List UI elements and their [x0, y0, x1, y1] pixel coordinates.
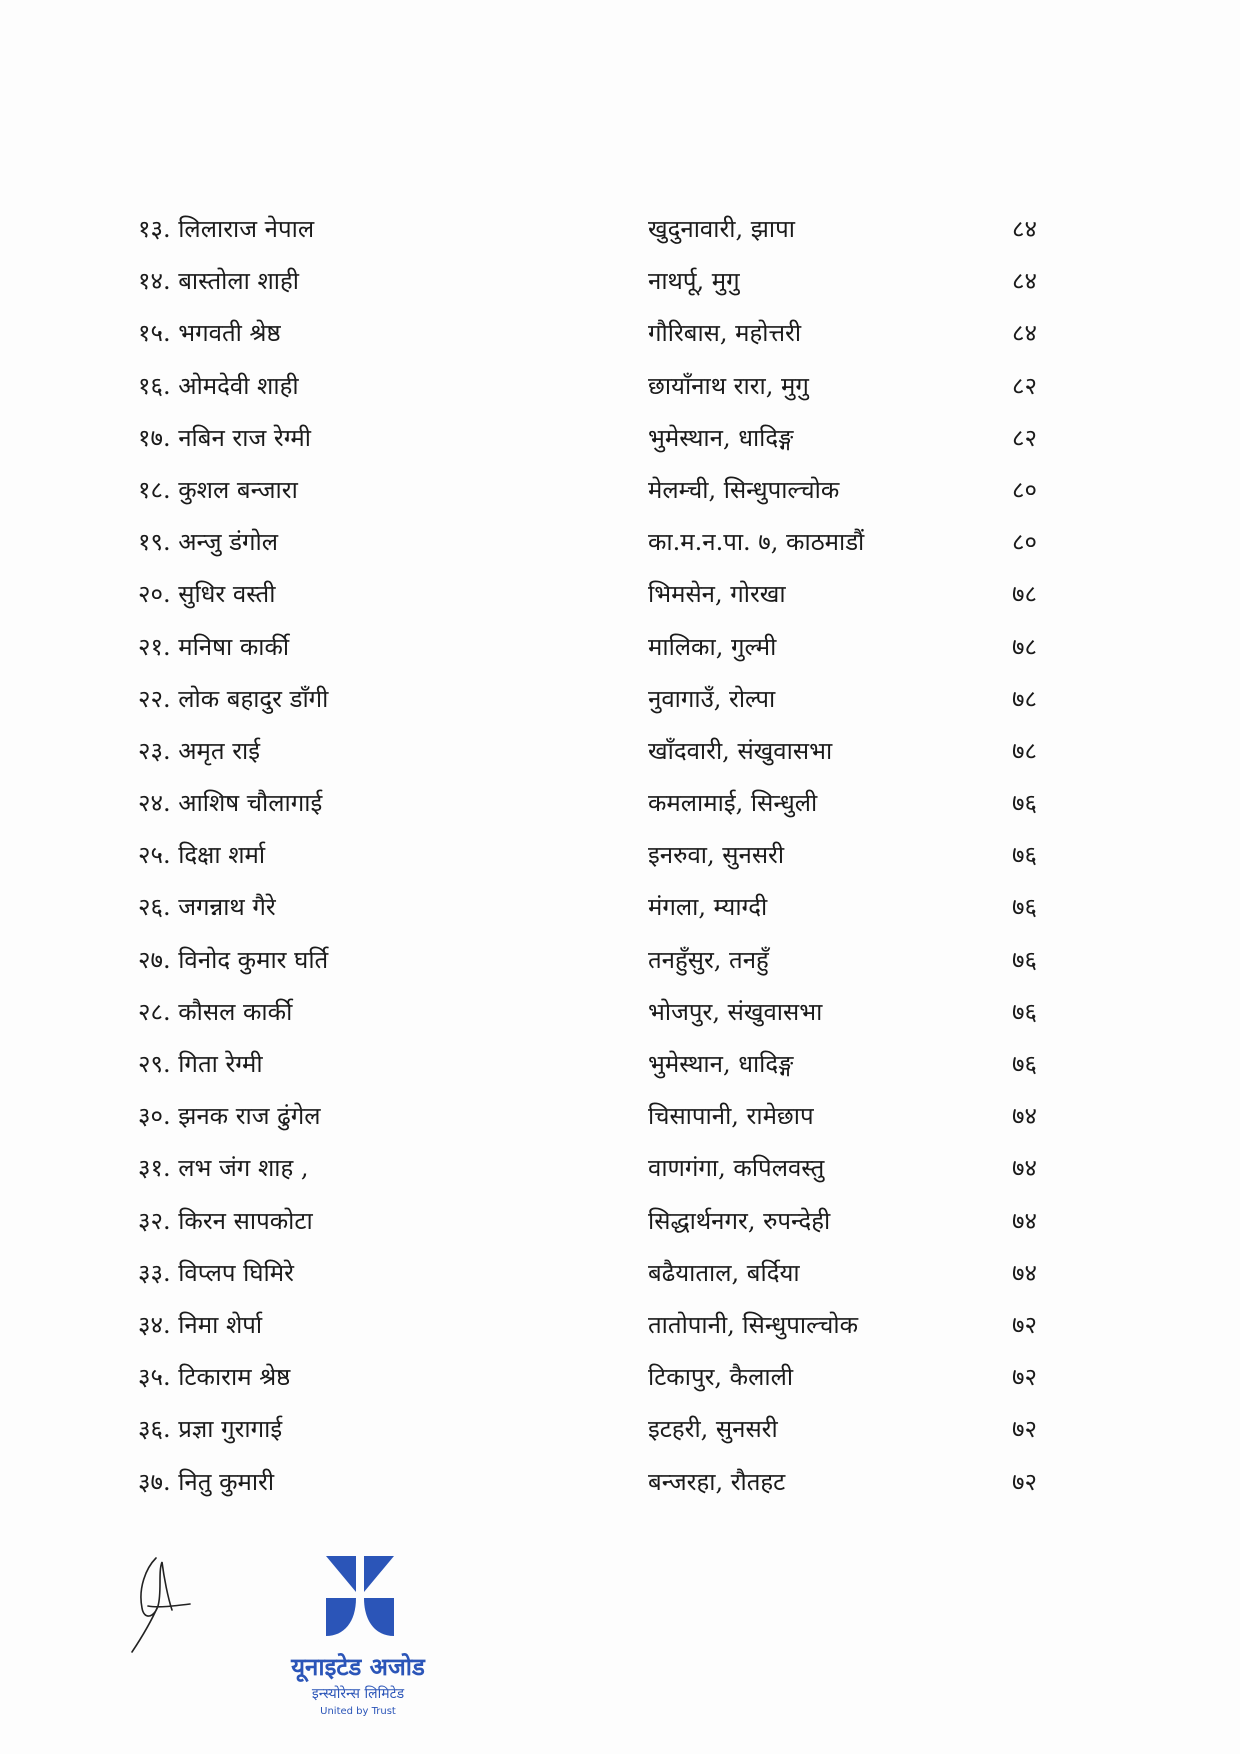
candidate-address: मंगला, म्याग्दी	[648, 893, 768, 922]
candidate-score: ७६	[1012, 789, 1037, 818]
candidate-address: मालिका, गुल्मी	[648, 632, 777, 661]
list-item	[0, 423, 1240, 475]
list-item	[0, 266, 1240, 318]
candidate-name: १३. लिलाराज नेपाल	[138, 215, 315, 243]
list-item	[0, 475, 1240, 527]
candidate-score: ७४	[1012, 1102, 1037, 1131]
candidate-name: २५. दिक्षा शर्मा	[138, 841, 266, 870]
candidate-score: ७४	[1012, 1154, 1037, 1183]
list-item	[0, 1258, 1240, 1310]
candidate-address: तनहुँसुर, तनहुँ	[648, 945, 769, 974]
list-item	[0, 736, 1240, 788]
candidate-score: ८४	[1012, 267, 1037, 296]
candidate-name: ३०. झनक राज ढुंगेल	[138, 1102, 321, 1131]
candidate-score: ७२	[1012, 1415, 1037, 1444]
list-item	[0, 632, 1240, 684]
candidate-score: ७४	[1012, 1206, 1037, 1235]
candidate-name: २७. विनोद कुमार घर्ति	[138, 945, 329, 974]
candidate-score: ७२	[1012, 1363, 1037, 1392]
candidate-name: १८. कुशल बन्जारा	[138, 475, 298, 504]
candidate-name: ३५. टिकाराम श्रेष्ठ	[138, 1363, 291, 1392]
candidate-address: भोजपुर, संखुवासभा	[648, 997, 823, 1026]
candidate-name: १५. भगवती श्रेष्ठ	[138, 319, 281, 348]
candidate-score: ७२	[1012, 1467, 1037, 1496]
candidate-address: टिकापुर, कैलाली	[648, 1363, 794, 1392]
handwritten-signature	[128, 1548, 198, 1658]
candidate-address: नाथर्पू, मुगु	[648, 267, 740, 296]
list-item	[0, 892, 1240, 944]
list-item	[0, 997, 1240, 1049]
candidate-name: १४. बास्तोला शाही	[138, 267, 299, 296]
candidate-score: ७८	[1012, 632, 1037, 661]
candidate-address: खुदुनावारी, झापा	[648, 215, 795, 243]
candidate-address: खाँदवारी, संखुवासभा	[648, 736, 833, 765]
candidate-score: ८४	[1012, 319, 1037, 348]
logo-subtitle: इन्स्योरेन्स लिमिटेड	[311, 1686, 405, 1702]
candidate-score: ८४	[1012, 215, 1037, 243]
candidate-address: इटहरी, सुनसरी	[648, 1415, 778, 1444]
candidate-name: ३६. प्रज्ञा गुरागाई	[138, 1415, 283, 1444]
candidate-name: २१. मनिषा कार्की	[138, 632, 290, 661]
list-item	[0, 788, 1240, 840]
candidate-address: चिसापानी, रामेछाप	[648, 1102, 814, 1131]
candidate-address: का.म.न.पा. ७, काठमाडौं	[648, 528, 865, 557]
list-item	[0, 318, 1240, 370]
logo-tagline: United by Trust	[320, 1706, 396, 1717]
candidate-score: ७८	[1012, 580, 1037, 609]
list-item	[0, 945, 1240, 997]
candidate-score: ८०	[1012, 528, 1037, 557]
candidate-address: भुमेस्थान, धादिङ्ग	[648, 1050, 794, 1078]
candidate-address: सिद्धार्थनगर, रुपन्देही	[648, 1206, 831, 1235]
list-item	[0, 1153, 1240, 1205]
list-item	[0, 840, 1240, 892]
list-item	[0, 371, 1240, 423]
candidate-name: २४. आशिष चौलागाई	[138, 789, 323, 818]
candidate-name: १९. अन्जु डंगोल	[138, 528, 278, 557]
candidate-name: २९. गिता रेग्मी	[138, 1050, 263, 1078]
candidate-score: ८०	[1012, 475, 1037, 504]
candidate-score: ७६	[1012, 997, 1037, 1026]
list-item	[0, 1049, 1240, 1101]
list-item	[0, 579, 1240, 631]
list-item	[0, 1467, 1240, 1519]
candidate-score: ७८	[1012, 736, 1037, 765]
candidate-address: कमलामाई, सिन्धुली	[648, 789, 818, 818]
candidate-name: ३३. विप्लप घिमिरे	[138, 1258, 294, 1287]
candidate-address: बढैयाताल, बर्दिया	[648, 1258, 800, 1287]
candidate-address: तातोपानी, सिन्धुपाल्चोक	[648, 1310, 859, 1339]
list-item	[0, 1101, 1240, 1153]
candidate-address: गौरिबास, महोत्तरी	[648, 319, 802, 348]
candidate-score: ७६	[1012, 1050, 1037, 1078]
candidate-name: २२. लोक बहादुर डाँगी	[138, 684, 329, 713]
candidate-address: इनरुवा, सुनसरी	[648, 841, 785, 870]
candidate-score: ७६	[1012, 945, 1037, 974]
list-item	[0, 527, 1240, 579]
candidate-score: ७८	[1012, 684, 1037, 713]
candidate-address: वाणगंगा, कपिलवस्तु	[648, 1154, 825, 1183]
candidate-score: ७६	[1012, 841, 1037, 870]
candidate-score: ७६	[1012, 893, 1037, 922]
candidate-score: ७४	[1012, 1258, 1037, 1287]
candidate-name: ३२. किरन सापकोटा	[138, 1206, 313, 1235]
candidate-address: भिमसेन, गोरखा	[648, 580, 786, 609]
candidate-name: १६. ओमदेवी शाही	[138, 371, 299, 400]
list-item	[0, 214, 1240, 266]
candidate-name: १७. नबिन राज रेग्मी	[138, 423, 312, 452]
logo-title: यूनाइटेड अजोड	[291, 1653, 425, 1681]
candidate-score: ८२	[1012, 371, 1037, 400]
candidate-address: छायाँनाथ रारा, मुगु	[648, 371, 809, 400]
list-item	[0, 1206, 1240, 1258]
list-item	[0, 1362, 1240, 1414]
candidate-address: भुमेस्थान, धादिङ्ग	[648, 423, 794, 452]
logo-mark-icon	[320, 1552, 400, 1640]
list-item	[0, 1414, 1240, 1466]
candidate-name: ३४. निमा शेर्पा	[138, 1310, 263, 1339]
candidate-name: २३. अमृत राई	[138, 736, 261, 765]
candidate-name: २०. सुधिर वस्ती	[138, 580, 276, 609]
candidate-name: ३७. नितु कुमारी	[138, 1467, 275, 1496]
candidate-score: ७२	[1012, 1310, 1037, 1339]
list-item	[0, 1310, 1240, 1362]
candidate-address: नुवागाउँ, रोल्पा	[648, 684, 776, 713]
candidate-address: बन्जरहा, रौतहट	[648, 1467, 786, 1496]
list-item	[0, 684, 1240, 736]
results-list	[0, 214, 1240, 1519]
candidate-name: २६. जगन्नाथ गैरे	[138, 893, 276, 922]
company-logo	[258, 1552, 458, 1722]
candidate-address: मेलम्ची, सिन्धुपाल्चोक	[648, 475, 840, 504]
candidate-name: ३१. लभ जंग शाह ,	[138, 1154, 309, 1183]
candidate-score: ८२	[1012, 423, 1037, 452]
candidate-name: २८. कौसल कार्की	[138, 997, 293, 1026]
